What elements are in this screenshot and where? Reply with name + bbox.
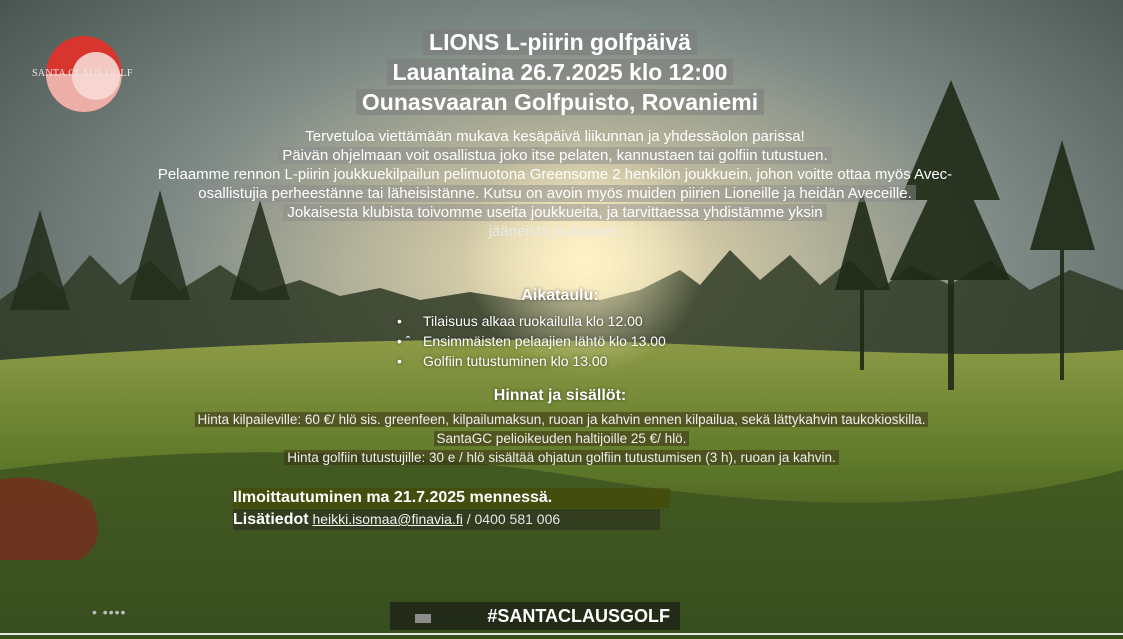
- hashtag-banner: [390, 602, 680, 630]
- intro-line-6: jääneistä joukkueet.: [488, 223, 622, 240]
- schedule-item-text: Tilaisuus alkaa ruokailulla klo 12.00: [423, 313, 643, 329]
- footer-dots: • ••••: [92, 604, 127, 620]
- intro-line-4: osallistujia perheestänne tai läheisistänne. Kutsu on avoin myös muiden piirien Lioneille ja heidän Aveceille.: [194, 185, 916, 202]
- schedule-item: [395, 311, 725, 331]
- banner-mark-icon: [415, 614, 431, 623]
- price-line-3: Hinta golfiin tutustujille: 30 e / hlö sisältää ohjatun golfiin tutustumisen (3 h), ruoan ja kahvin.: [284, 450, 839, 465]
- contact-label: Lisätiedot: [233, 511, 309, 528]
- contact-separator: /: [462, 511, 475, 527]
- event-title: [300, 28, 820, 56]
- intro-line-2: Päivän ohjelmaan voit osallistua joko itse pelaten, kannustaen tai golfiin tutustuen.: [278, 147, 831, 164]
- frame-divider: [0, 633, 1123, 635]
- intro-text: [30, 127, 1080, 241]
- registration-deadline: Ilmoittautuminen ma 21.7.2025 mennessä.: [233, 488, 670, 508]
- intro-line-5: Jokaisesta klubista toivomme useita joukkueita, ja tarvittaessa yhdistämme yksin: [283, 204, 826, 221]
- intro-line-3: Pelaamme rennon L-piirin joukkuekilpailun pelimuotona Greensome 2 henkilön joukkuein, johon voitte ottaa myös Avec-: [157, 166, 953, 183]
- bullet-icon: •: [397, 353, 402, 369]
- contact-phone: 0400 581 006: [474, 511, 561, 527]
- contact-email-link[interactable]: heikki.isomaa@finavia.fi: [312, 511, 463, 527]
- schedule-item-text: Ensimmäisten pelaajien lähtö klo 13.00: [423, 333, 666, 349]
- schedule-item: [395, 331, 725, 351]
- intro-line-1: Tervetuloa viettämään mukava kesäpäivä liikunnan ja yhdessäolon parissa!: [305, 128, 805, 145]
- price-line-2: SantaGC pelioikeuden haltijoille 25 €/ hlö.: [434, 431, 690, 446]
- title-line-2: Lauantaina 26.7.2025 klo 12:00: [387, 59, 734, 85]
- title-line-1: LIONS L-piirin golfpäivä: [423, 29, 697, 55]
- schedule-list: [395, 311, 725, 371]
- bullet-icon: •: [397, 313, 402, 329]
- contact-info: [233, 509, 660, 530]
- event-location: [300, 88, 820, 116]
- schedule-heading: Aikataulu:: [521, 287, 599, 304]
- title-line-3: Ounasvaaran Golfpuisto, Rovaniemi: [356, 89, 764, 115]
- bullet-icon: • ˆ: [397, 333, 411, 349]
- schedule-item: [395, 351, 725, 371]
- prices-text: [20, 410, 1103, 467]
- prices-heading: Hinnat ja sisällöt:: [493, 387, 627, 404]
- event-date: [300, 58, 820, 86]
- hashtag-text: #SANTACLAUSGOLF: [487, 606, 670, 626]
- price-line-1: Hinta kilpaileville: 60 €/ hlö sis. greenfeen, kilpailumaksun, ruoan ja kahvin ennen kilpailua, sekä lättykahvin taukokioskilla.: [195, 412, 929, 427]
- schedule-item-text: Golfiin tutustuminen klo 13.00: [423, 353, 608, 369]
- logo-text: SANTA CLAUS GOLF: [32, 68, 133, 79]
